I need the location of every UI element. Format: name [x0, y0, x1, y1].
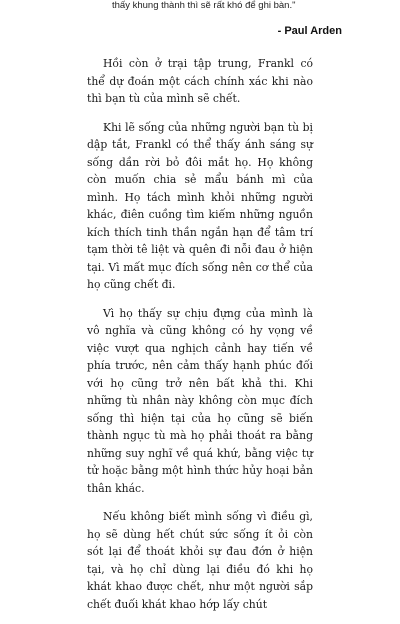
paragraph-1: Hồi còn ở trại tập trung, Frankl có thể dự đoán một cách chính xác khi nào thì bạn tù của mình sẽ chết. [87, 57, 313, 105]
paragraph-2: Khi lẽ sống của những người bạn tù bị dập tắt, Frankl có thể thấy ánh sáng sự sống dần rời bỏ đôi mắt họ. Họ không còn muốn chia sẻ mẩu bánh mì của mình. Họ tách mình khỏi những người khác, điên cuồng tìm kiếm những nguồn kích thích tinh thần ngắn hạn để tâm trí tạm thời tê liệt và quên đi nỗi đau ở hiện tại. Vì mất mục đích sống nên cơ thể của họ cũng chết đi. [87, 120, 313, 291]
quote-attribution: - Paul Arden [277, 25, 342, 37]
paragraph-4: Nếu không biết mình sống vì điều gì, họ sẽ dùng hết chút sức sống ít ỏi còn sót lại để thoát khỏi sự đau đớn ở hiện tại, và họ chỉ dùng lại điều đó khi họ khát khao được chết, như một người sắp chết đuối khát khao hớp lấy chút [87, 510, 313, 611]
body-text [87, 55, 313, 624]
paragraph-3: Vì họ thấy sự chịu đựng của mình là vô nghĩa và cũng không có hy vọng về việc vượt qua nghịch cảnh hay tiến về phía trước, nên cảm thấy hạnh phúc đối với họ cũng trở nên bất khả thi. Khi những tù nhân này không còn mục đích sống thì hiện tại của họ cũng sẽ biến thành ngục tù mà họ phải thoát ra bằng những suy nghĩ về quá khứ, bằng việc tự tử hoặc bằng một hình thức hủy hoại bản thân khác. [87, 306, 313, 495]
quote-tail: thấy khung thành thì sẽ rất khó để ghi bàn." [112, 0, 296, 11]
